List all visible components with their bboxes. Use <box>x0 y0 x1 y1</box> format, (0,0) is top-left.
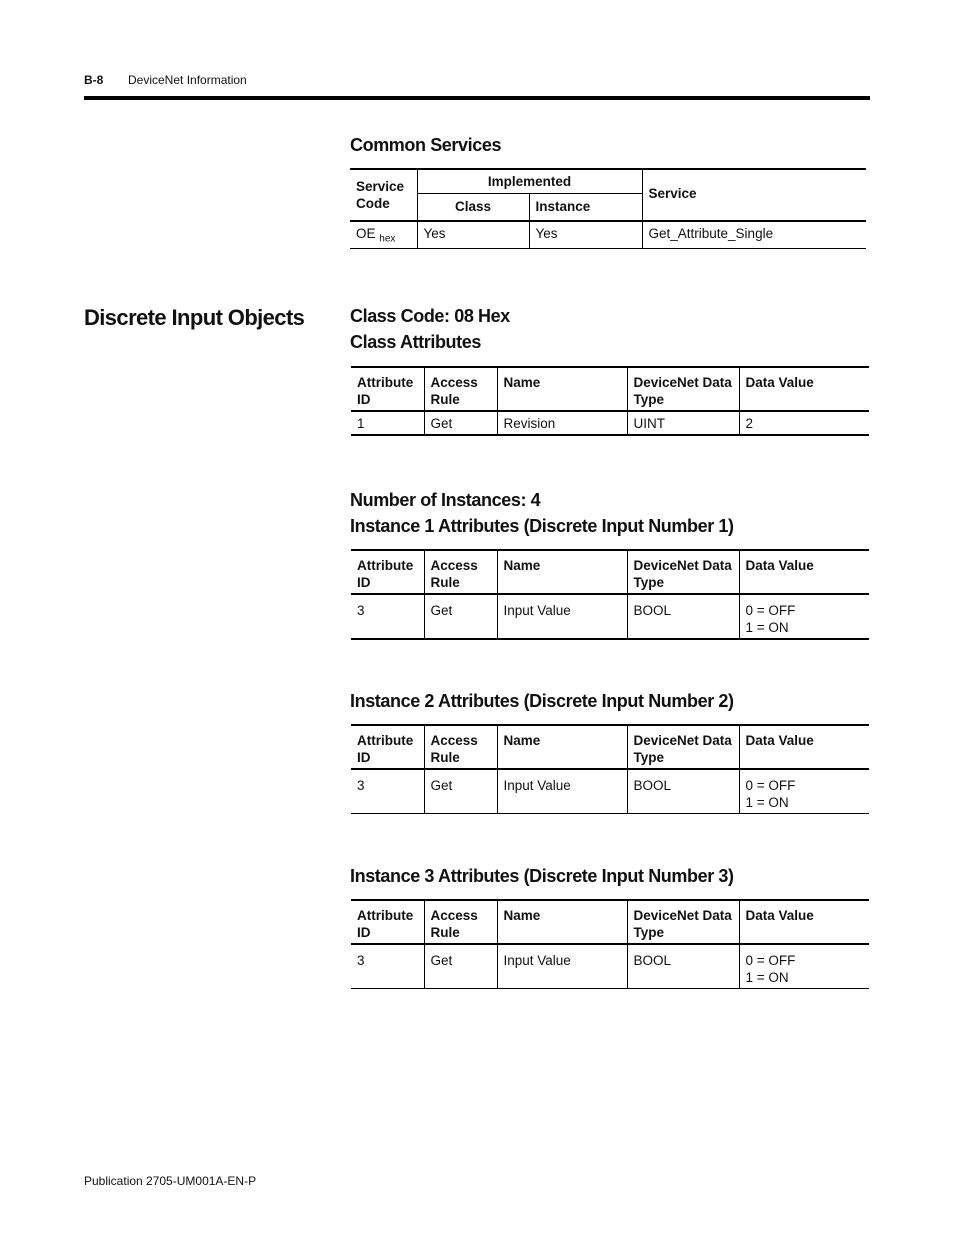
instance-3-table <box>351 899 869 989</box>
cell-access-rule: Get <box>424 944 497 989</box>
cell-attribute-id: 3 <box>351 769 424 814</box>
cell-instance: Yes <box>529 221 642 248</box>
cell-devicenet-type: UINT <box>627 411 739 435</box>
cell-access-rule: Get <box>424 769 497 814</box>
class-attributes-table <box>351 366 869 436</box>
th-devicenet-type: DeviceNet Data Type <box>627 725 739 769</box>
value-line: 0 = OFF <box>745 603 796 618</box>
th-name: Name <box>497 900 627 944</box>
cell-devicenet-type: BOOL <box>627 944 739 989</box>
table-row <box>350 221 866 248</box>
cell-service-code: OE $_{hex}$ <box>350 221 417 248</box>
th-access-rule: Access Rule <box>424 900 497 944</box>
value-line: 0 = OFF <box>745 778 796 793</box>
instances-count: Number of Instances: 4 <box>350 490 541 510</box>
publication-footer: Publication 2705-UM001A-EN-P <box>84 1174 257 1188</box>
th-access-rule: Access Rule <box>424 725 497 769</box>
value-line: 1 = ON <box>745 970 789 985</box>
class-attributes-title: Class Attributes <box>350 332 481 352</box>
table-row <box>351 411 869 435</box>
th-name: Name <box>497 367 627 411</box>
th-attribute-id: Attribute ID <box>351 367 424 411</box>
cell-attribute-id: 3 <box>351 944 424 989</box>
cell-name: Input Value <box>497 594 627 639</box>
table-row <box>351 769 869 814</box>
th-attribute-id: Attribute ID <box>351 550 424 594</box>
cell-data-value <box>739 594 869 639</box>
th-implemented: Implemented <box>417 169 642 194</box>
cell-devicenet-type: BOOL <box>627 769 739 814</box>
cell-data-value <box>739 769 869 814</box>
cell-service: Get_Attribute_Single <box>642 221 866 248</box>
instance-1-title: Instance 1 Attributes (Discrete Input Number 1) <box>350 516 734 536</box>
page-number: B-8 <box>84 73 104 87</box>
cell-devicenet-type: BOOL <box>627 594 739 639</box>
instance-2-table <box>351 724 869 814</box>
th-data-value: Data Value <box>739 725 869 769</box>
cell-data-value: 2 <box>739 411 869 435</box>
cell-attribute-id: 3 <box>351 594 424 639</box>
th-attribute-id: Attribute ID <box>351 725 424 769</box>
th-devicenet-type: DeviceNet Data Type <box>627 900 739 944</box>
instance-1-table <box>351 549 869 640</box>
th-service-code: Service Code <box>350 169 417 221</box>
th-attribute-id: Attribute ID <box>351 900 424 944</box>
th-service: Service <box>642 169 866 221</box>
common-services-table <box>350 168 866 249</box>
cell-access-rule: Get <box>424 411 497 435</box>
th-name: Name <box>497 725 627 769</box>
th-devicenet-type: DeviceNet Data Type <box>627 550 739 594</box>
cell-attribute-id: 1 <box>351 411 424 435</box>
th-access-rule: Access Rule <box>424 367 497 411</box>
common-services-title: Common Services <box>350 135 502 155</box>
cell-data-value <box>739 944 869 989</box>
value-line: 1 = ON <box>745 620 789 635</box>
th-data-value: Data Value <box>739 550 869 594</box>
cell-access-rule: Get <box>424 594 497 639</box>
instance-2-title: Instance 2 Attributes (Discrete Input Number 2) <box>350 691 734 711</box>
th-class: Class <box>417 194 529 222</box>
table-row <box>351 594 869 639</box>
value-line: 0 = OFF <box>745 953 796 968</box>
cell-class: Yes <box>417 221 529 248</box>
chapter-title: DeviceNet Information <box>128 73 247 87</box>
instance-3-title: Instance 3 Attributes (Discrete Input Number 3) <box>350 866 734 886</box>
th-instance: Instance <box>529 194 642 222</box>
class-code: Class Code: 08 Hex <box>350 306 510 326</box>
cell-name: Revision <box>497 411 627 435</box>
value-line: 1 = ON <box>745 795 789 810</box>
table-row <box>351 944 869 989</box>
section-title: Discrete Input Objects <box>84 305 305 330</box>
th-data-value: Data Value <box>739 367 869 411</box>
cell-name: Input Value <box>497 944 627 989</box>
th-name: Name <box>497 550 627 594</box>
header-rule <box>84 96 870 100</box>
th-data-value: Data Value <box>739 900 869 944</box>
cell-name: Input Value <box>497 769 627 814</box>
th-access-rule: Access Rule <box>424 550 497 594</box>
th-devicenet-type: DeviceNet Data Type <box>627 367 739 411</box>
